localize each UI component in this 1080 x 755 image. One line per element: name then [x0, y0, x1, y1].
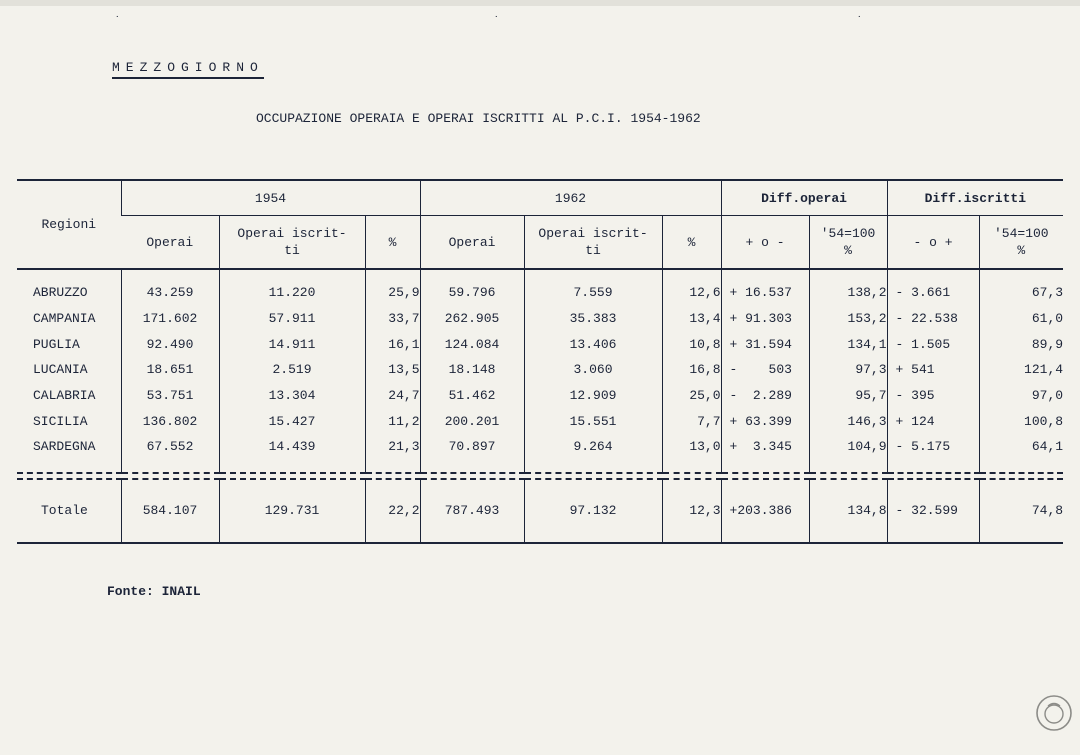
pct-1962: 25,0	[662, 383, 721, 409]
group-header-1962: 1962	[420, 180, 721, 216]
iscritti-1954: 11.220	[219, 269, 365, 306]
punch-mark: ˙	[114, 16, 121, 28]
total-index-iscritti: 74,8	[979, 479, 1063, 543]
operai-1962: 18.148	[420, 357, 524, 383]
total-index-operai: 134,8	[809, 479, 887, 543]
header-diff-iscritti-index: '54=100 %	[979, 216, 1063, 270]
total-diff-iscritti: - 32.599	[887, 479, 979, 543]
operai-1962: 200.201	[420, 408, 524, 434]
pct-1962: 16,8	[662, 357, 721, 383]
index-iscritti: 61,0	[979, 306, 1063, 332]
header-diff-operai-index: '54=100 %	[809, 216, 887, 270]
group-header-diff-operai: Diff.operai	[721, 180, 887, 216]
operai-1954: 18.651	[121, 357, 219, 383]
pct-1954: 24,7	[365, 383, 420, 409]
iscritti-1954: 13.304	[219, 383, 365, 409]
iscritti-1962: 7.559	[524, 269, 662, 306]
iscritti-1962: 12.909	[524, 383, 662, 409]
pct-1962: 13,4	[662, 306, 721, 332]
pct-1954: 13,5	[365, 357, 420, 383]
region-name: CAMPANIA	[33, 311, 96, 327]
pct-1954: 33,7	[365, 306, 420, 332]
total-pct-1954: 22,2	[365, 479, 420, 543]
table-row	[17, 357, 1063, 383]
operai-1962: 262.905	[420, 306, 524, 332]
iscritti-1954: 2.519	[219, 357, 365, 383]
total-pct-1962: 12,3	[662, 479, 721, 543]
operai-1954: 67.552	[121, 434, 219, 473]
header-operai-1954: Operai	[121, 216, 219, 270]
total-operai-1954: 584.107	[121, 479, 219, 543]
iscritti-1954: 15.427	[219, 408, 365, 434]
pct-1954: 21,3	[365, 434, 420, 473]
header-pct-1954: %	[365, 216, 420, 270]
index-iscritti: 64,1	[979, 434, 1063, 473]
diff-operai: - 2.289	[721, 383, 809, 409]
total-iscritti-1962: 97.132	[524, 479, 662, 543]
header-iscritti-1962: Operai iscrit- ti	[524, 216, 662, 270]
index-iscritti: 89,9	[979, 331, 1063, 357]
pct-1954: 25,9	[365, 269, 420, 306]
iscritti-1962: 3.060	[524, 357, 662, 383]
table-row	[17, 269, 1063, 306]
table-row	[17, 408, 1063, 434]
operai-1954: 171.602	[121, 306, 219, 332]
diff-iscritti: - 395	[887, 383, 979, 409]
operai-1962: 124.084	[420, 331, 524, 357]
table-row	[17, 331, 1063, 357]
diff-operai: - 503	[721, 357, 809, 383]
header-iscritti-1954: Operai iscrit- ti	[219, 216, 365, 270]
total-row	[17, 479, 1063, 543]
iscritti-1962: 15.551	[524, 408, 662, 434]
diff-iscritti: - 3.661	[887, 269, 979, 306]
iscritti-1962: 35.383	[524, 306, 662, 332]
diff-iscritti: + 541	[887, 357, 979, 383]
diff-operai: + 31.594	[721, 331, 809, 357]
operai-1954: 92.490	[121, 331, 219, 357]
total-iscritti-1954: 129.731	[219, 479, 365, 543]
index-operai: 95,7	[809, 383, 887, 409]
index-iscritti: 121,4	[979, 357, 1063, 383]
diff-iscritti: - 1.505	[887, 331, 979, 357]
operai-1954: 43.259	[121, 269, 219, 306]
punch-mark: ˙	[856, 16, 863, 28]
index-operai: 97,3	[809, 357, 887, 383]
iscritti-1954: 14.911	[219, 331, 365, 357]
scan-edge	[0, 0, 1080, 6]
table-row	[17, 306, 1063, 332]
total-diff-operai: +203.386	[721, 479, 809, 543]
operai-1962: 70.897	[420, 434, 524, 473]
punch-mark: ˙	[493, 16, 500, 28]
index-operai: 138,2	[809, 269, 887, 306]
pct-1954: 11,2	[365, 408, 420, 434]
region-name: ABRUZZO	[33, 285, 88, 301]
operai-1954: 136.802	[121, 408, 219, 434]
diff-iscritti: - 5.175	[887, 434, 979, 473]
index-iscritti: 67,3	[979, 269, 1063, 306]
operai-1962: 59.796	[420, 269, 524, 306]
group-header-row	[17, 180, 1063, 216]
index-iscritti: 97,0	[979, 383, 1063, 409]
region-rows	[17, 269, 1063, 473]
diff-operai: + 16.537	[721, 269, 809, 306]
diff-iscritti: - 22.538	[887, 306, 979, 332]
sub-header-row	[17, 216, 1063, 270]
region-header: MEZZOGIORNO	[112, 60, 264, 79]
iscritti-1954: 57.911	[219, 306, 365, 332]
header-diff-iscritti-sign: - o +	[887, 216, 979, 270]
table-row	[17, 434, 1063, 473]
diff-operai: + 63.399	[721, 408, 809, 434]
iscritti-1954: 14.439	[219, 434, 365, 473]
index-operai: 134,1	[809, 331, 887, 357]
pct-1962: 12,6	[662, 269, 721, 306]
operai-1962: 51.462	[420, 383, 524, 409]
index-operai: 146,3	[809, 408, 887, 434]
region-name: LUCANIA	[33, 362, 88, 378]
document-title: OCCUPAZIONE OPERAIA E OPERAI ISCRITTI AL P.C.I. 1954-1962	[256, 111, 701, 126]
operai-1954: 53.751	[121, 383, 219, 409]
header-diff-operai-sign: + o -	[721, 216, 809, 270]
table-row	[17, 383, 1063, 409]
total-label: Totale	[17, 479, 121, 543]
iscritti-1962: 13.406	[524, 331, 662, 357]
group-header-diff-iscritti: Diff.iscritti	[887, 180, 1063, 216]
index-operai: 153,2	[809, 306, 887, 332]
index-iscritti: 100,8	[979, 408, 1063, 434]
iscritti-1962: 9.264	[524, 434, 662, 473]
header-pct-1962: %	[662, 216, 721, 270]
region-name: PUGLIA	[33, 336, 80, 352]
region-column-header: Regioni	[17, 180, 121, 269]
pct-1962: 7,7	[662, 408, 721, 434]
diff-operai: + 91.303	[721, 306, 809, 332]
diff-operai: + 3.345	[721, 434, 809, 473]
pct-1962: 10,8	[662, 331, 721, 357]
pct-1962: 13,0	[662, 434, 721, 473]
region-name: SARDEGNA	[33, 439, 96, 455]
source-note: Fonte: INAIL	[107, 584, 201, 599]
header-operai-1962: Operai	[420, 216, 524, 270]
region-name: SICILIA	[33, 413, 88, 429]
total-operai-1962: 787.493	[420, 479, 524, 543]
pct-1954: 16,1	[365, 331, 420, 357]
archive-stamp-icon	[1034, 693, 1074, 733]
index-operai: 104,9	[809, 434, 887, 473]
region-name: CALABRIA	[33, 388, 96, 404]
employment-table	[17, 179, 1063, 544]
group-header-1954: 1954	[121, 180, 420, 216]
diff-iscritti: + 124	[887, 408, 979, 434]
